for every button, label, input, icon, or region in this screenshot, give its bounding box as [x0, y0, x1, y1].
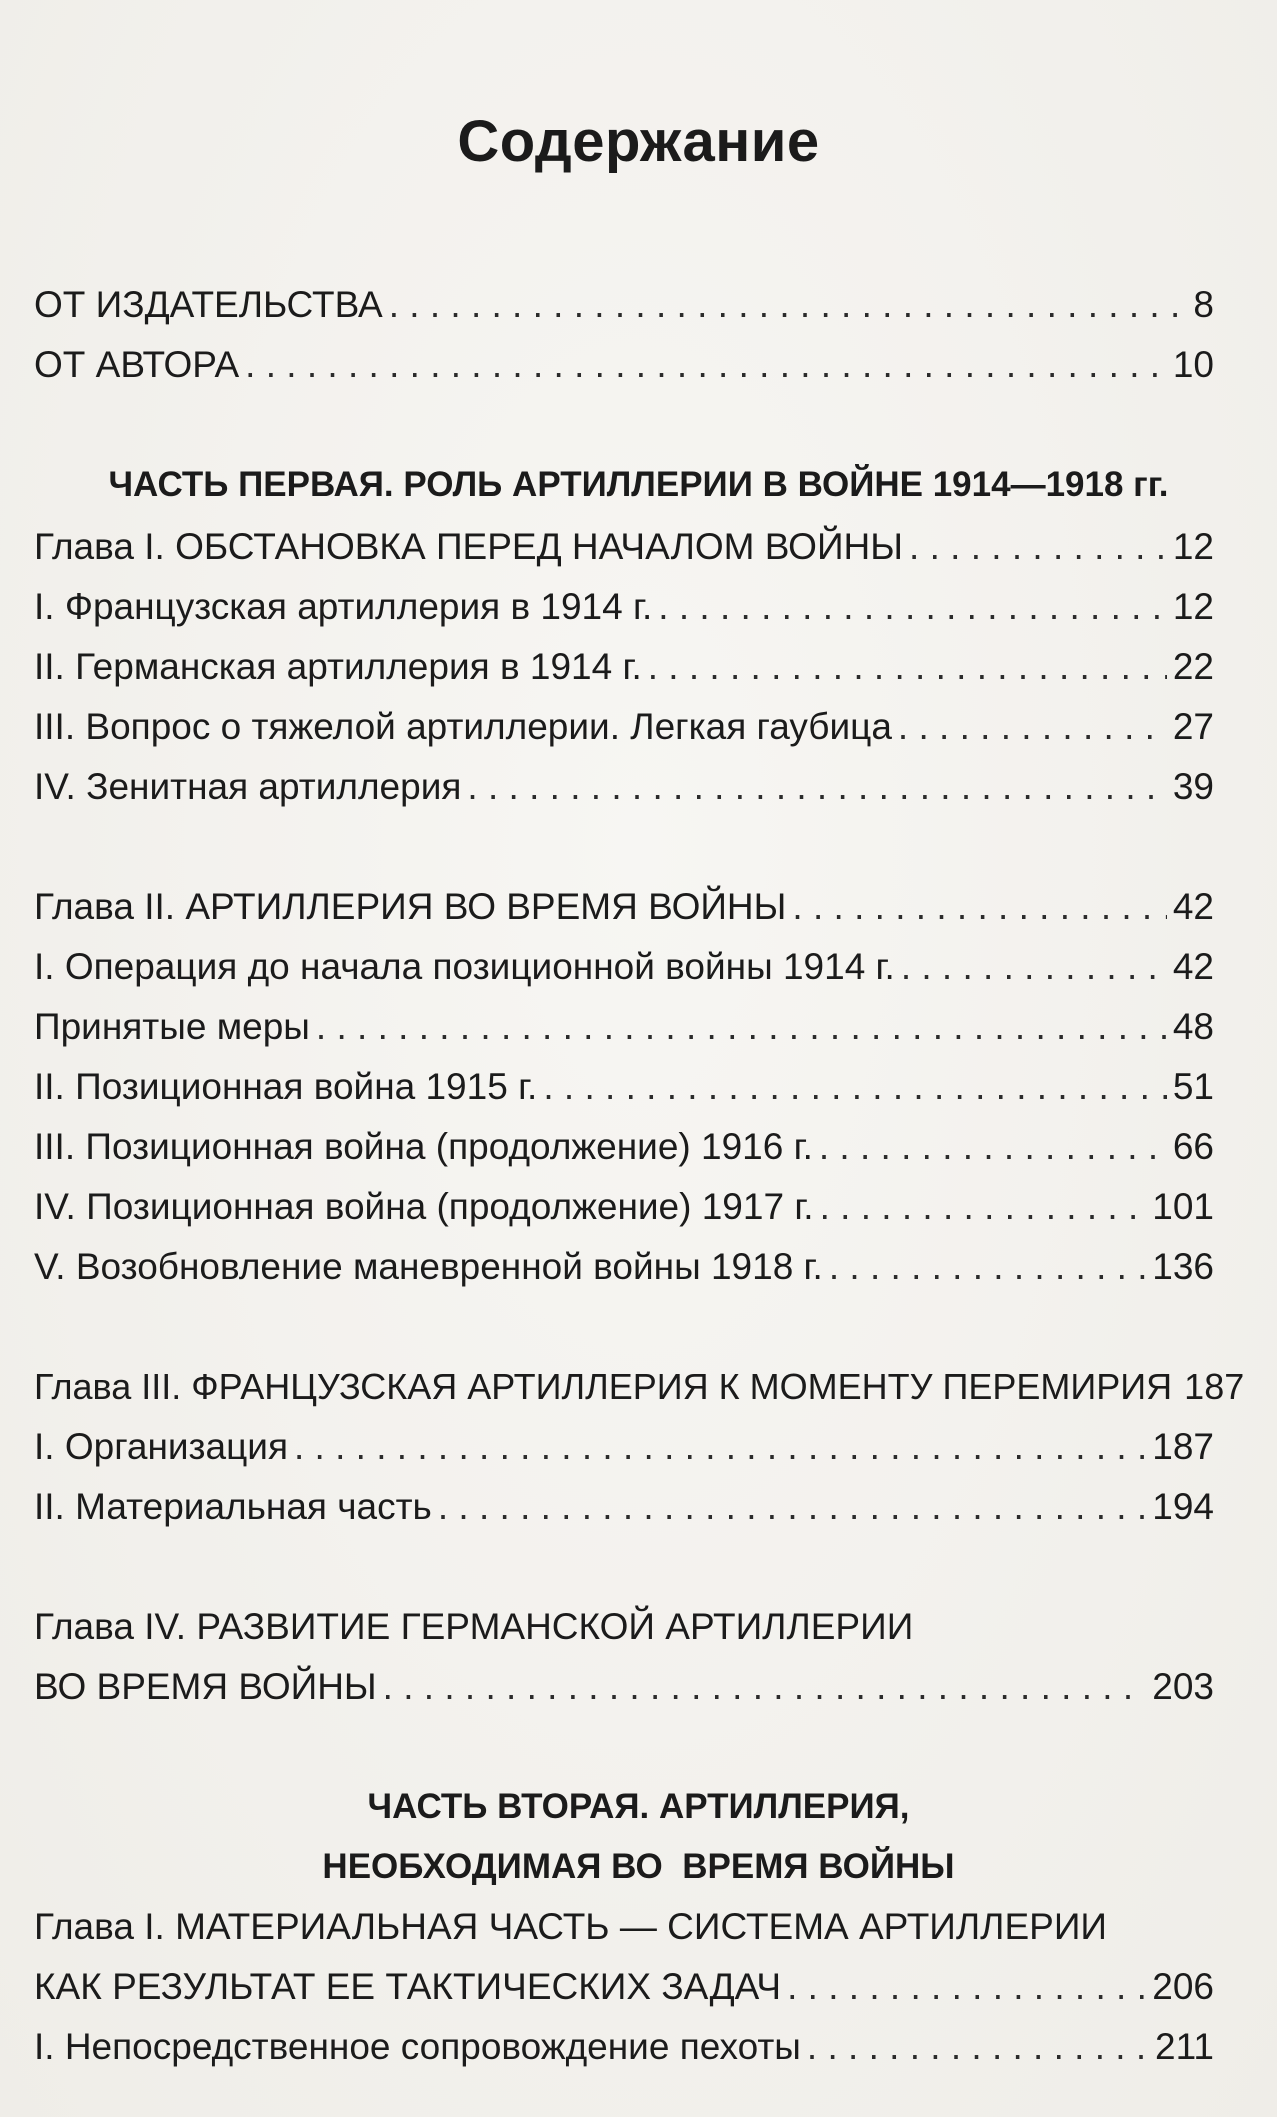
part-two-heading-line2: НЕОБХОДИМАЯ ВО ВРЕМЯ ВОЙНЫ: [322, 1847, 955, 1886]
toc-entry-page: 39: [1172, 766, 1214, 807]
toc-entry-title: III. Вопрос о тяжелой артиллерии. Легкая гаубица: [34, 706, 892, 747]
toc-entry-chapter: [34, 522, 1214, 572]
toc-entry-title: Принятые меры: [34, 1006, 310, 1047]
toc-entry-page: 51: [1172, 1066, 1214, 1107]
dot-leader: [294, 1422, 1146, 1472]
dot-leader: [658, 582, 1167, 632]
toc-entry-page: 66: [1172, 1126, 1214, 1167]
page-title: Содержание: [457, 109, 820, 174]
toc-entry-page: 203: [1152, 1666, 1214, 1707]
dot-leader: [389, 280, 1188, 330]
toc-entry-section: [34, 702, 1214, 752]
toc-entry-title: Глава III. ФРАНЦУЗСКАЯ АРТИЛЛЕРИЯ К МОМЕНТУ ПЕРЕМИРИЯ: [34, 1366, 1173, 1407]
toc-entry-page: 8: [1193, 284, 1214, 325]
toc-entry-section: [34, 1002, 1214, 1052]
toc-entry-page: 27: [1172, 706, 1214, 747]
toc-entry-title: ОТ АВТОРА: [34, 344, 240, 385]
toc-entry-title: IV. Зенитная артиллерия: [34, 766, 462, 807]
part-one-heading: ЧАСТЬ ПЕРВАЯ. РОЛЬ АРТИЛЛЕРИИ В ВОЙНЕ 1914—1918 гг.: [108, 465, 1169, 504]
toc-entry-section: [34, 1242, 1214, 1292]
toc-entry-title: Глава I. ОБСТАНОВКА ПЕРЕД НАЧАЛОМ ВОЙНЫ: [34, 526, 904, 567]
dot-leader: [898, 702, 1167, 752]
toc-entry-chapter-line2: [34, 1662, 1214, 1712]
toc-entry-section: [34, 2022, 1214, 2072]
toc-entry-section: [34, 942, 1214, 992]
toc-entry-title: КАК РЕЗУЛЬТАТ ЕЕ ТАКТИЧЕСКИХ ЗАДАЧ: [34, 1966, 782, 2007]
toc-entry-title: Глава II. АРТИЛЛЕРИЯ ВО ВРЕМЯ ВОЙНЫ: [34, 886, 787, 927]
toc-entry-title: I. Операция до начала позиционной войны 1914 г.: [34, 946, 895, 987]
toc-entry-author: [34, 340, 1214, 390]
dot-leader: [807, 2022, 1149, 2072]
dot-leader: [909, 522, 1167, 572]
toc-entry-page: 187: [1152, 1426, 1214, 1467]
toc-entry-title: ВО ВРЕМЯ ВОЙНЫ: [34, 1666, 377, 1707]
dot-leader: [467, 762, 1166, 812]
dot-leader: [820, 1182, 1147, 1232]
toc-entry-title: V. Возобновление маневренной войны 1918 г.: [34, 1246, 823, 1287]
toc-entry-page: 42: [1172, 946, 1214, 987]
toc-entry-title: Глава IV. РАЗВИТИЕ ГЕРМАНСКОЙ АРТИЛЛЕРИИ: [34, 1606, 914, 1647]
toc-entry-page: 101: [1152, 1186, 1214, 1227]
toc-entry-section: [34, 1062, 1214, 1112]
toc-entry-section: [34, 582, 1214, 632]
toc-entry-title: I. Организация: [34, 1426, 288, 1467]
toc-entry-chapter-line2: [34, 1962, 1214, 2012]
dot-leader: [787, 1962, 1146, 2012]
toc-entry-page: 42: [1172, 886, 1214, 927]
dot-leader: [648, 642, 1167, 692]
toc-entry-title: II. Позиционная война 1915 г.: [34, 1066, 538, 1107]
toc-entry-page: 48: [1172, 1006, 1214, 1047]
toc-entry-title: I. Французская артиллерия в 1914 г.: [34, 586, 653, 627]
toc-entry-section: [34, 762, 1214, 812]
dot-leader: [383, 1662, 1147, 1712]
toc-entry-page: 12: [1172, 586, 1214, 627]
toc-entry-chapter-line1: [34, 1602, 1214, 1652]
dot-leader: [901, 942, 1167, 992]
toc-entry-publisher: [34, 280, 1214, 330]
toc-entry-page: 206: [1152, 1966, 1214, 2007]
toc-entry-title: III. Позиционная война (продолжение) 1916 г.: [34, 1126, 813, 1167]
toc-entry-section: [34, 1122, 1214, 1172]
toc-entry-title: I. Непосредственное сопровождение пехоты: [34, 2026, 801, 2067]
toc-entry-section: [34, 1182, 1214, 1232]
toc-entry-chapter: [34, 882, 1214, 932]
toc-entry-chapter-line1: [34, 1902, 1214, 1952]
toc-entry-page: 194: [1152, 1486, 1214, 1527]
toc-entry-title: ОТ ИЗДАТЕЛЬСТВА: [34, 284, 383, 325]
toc-entry-title: II. Материальная часть: [34, 1486, 432, 1527]
toc-entry-page: 211: [1155, 2026, 1214, 2067]
toc-entry-page: 187: [1184, 1366, 1245, 1407]
toc-entry-page: 22: [1172, 646, 1214, 687]
toc-entry-section: [34, 1482, 1214, 1532]
toc-entry-chapter: [34, 1362, 1245, 1412]
toc-entry-section: [34, 1422, 1214, 1472]
toc-entry-title: II. Германская артиллерия в 1914 г.: [34, 646, 642, 687]
toc-entry-page: 12: [1172, 526, 1214, 567]
toc-entry-section: [34, 642, 1214, 692]
part-two-heading-line1: ЧАСТЬ ВТОРАЯ. АРТИЛЛЕРИЯ,: [367, 1787, 910, 1826]
toc-entry-page: 10: [1172, 344, 1214, 385]
dot-leader: [543, 1062, 1167, 1112]
toc-entry-page: 136: [1152, 1246, 1214, 1287]
dot-leader: [829, 1242, 1146, 1292]
dot-leader: [792, 882, 1166, 932]
toc-entry-title: Глава I. МАТЕРИАЛЬНАЯ ЧАСТЬ — СИСТЕМА АРТИЛЛЕРИИ: [34, 1906, 1107, 1947]
dot-leader: [819, 1122, 1167, 1172]
dot-leader: [438, 1482, 1146, 1532]
dot-leader: [316, 1002, 1167, 1052]
dot-leader: [245, 340, 1167, 390]
toc-entry-title: IV. Позиционная война (продолжение) 1917 г.: [34, 1186, 814, 1227]
